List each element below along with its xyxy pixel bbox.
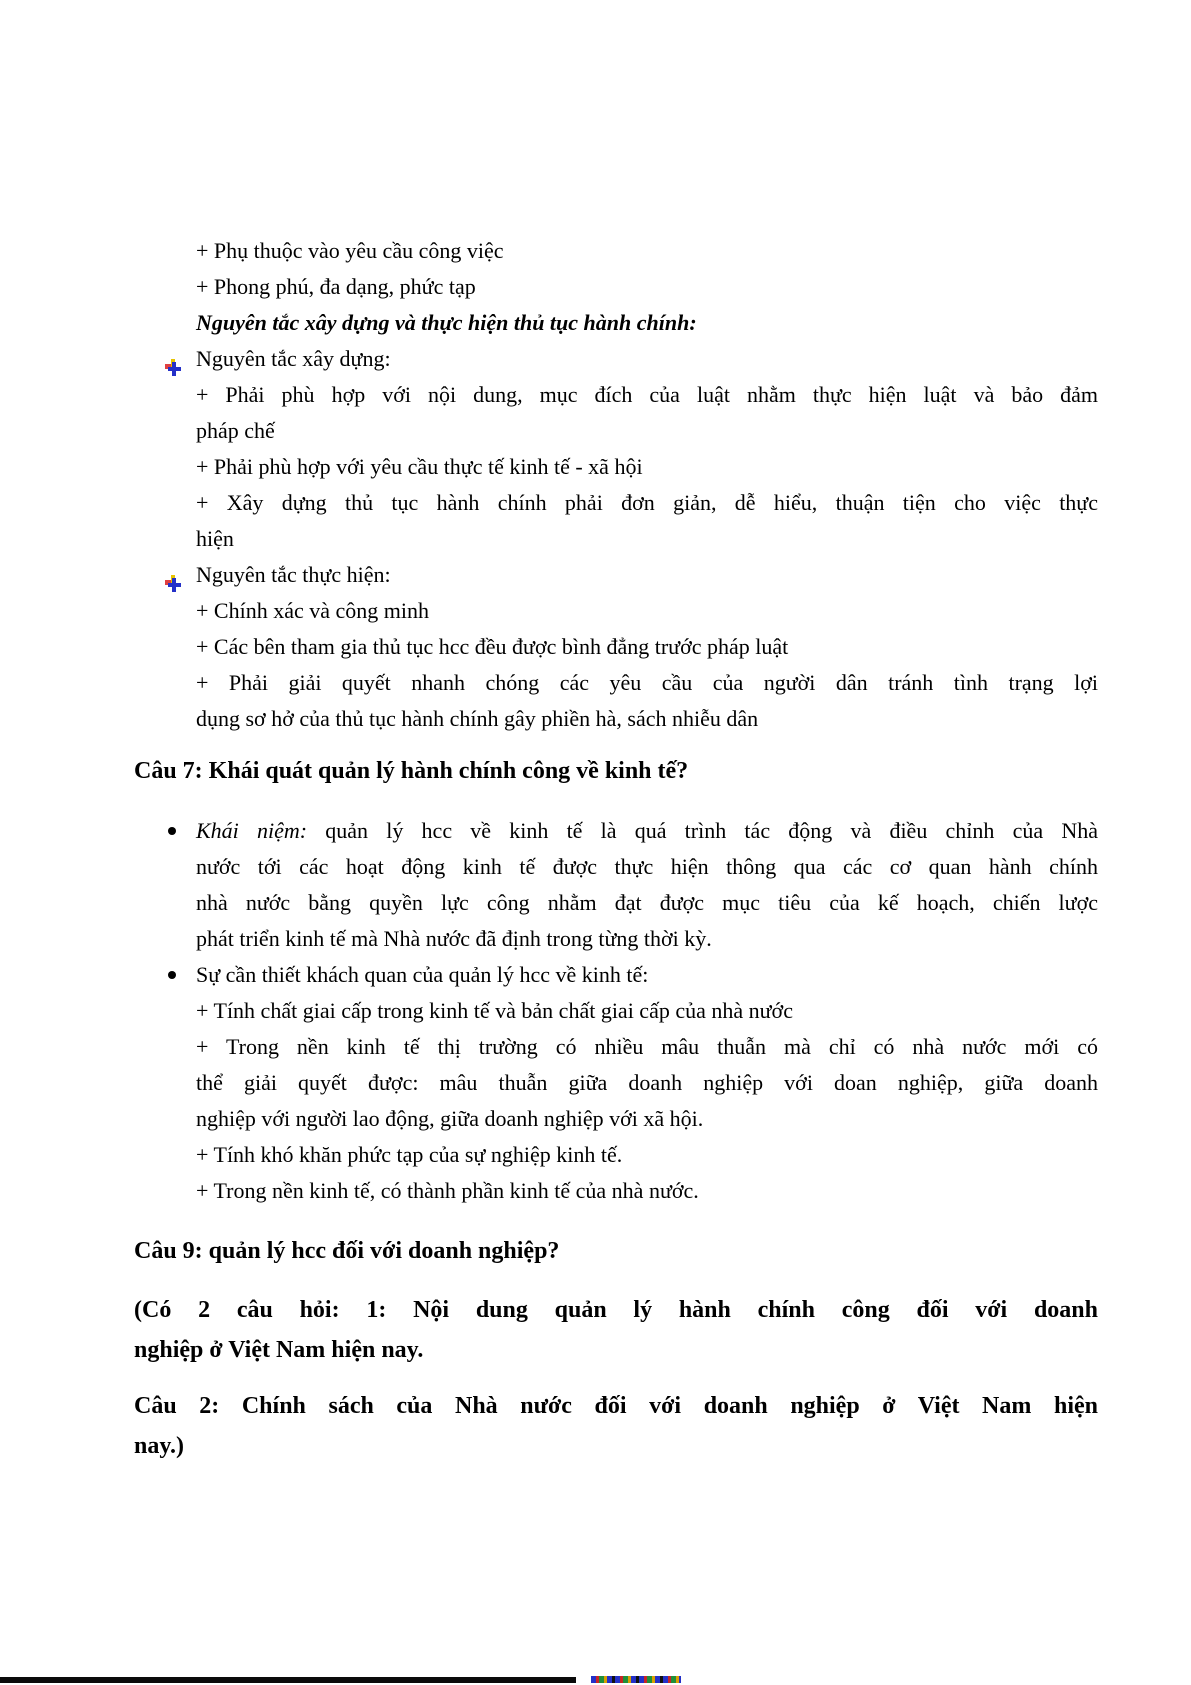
list-item xyxy=(196,341,1098,377)
arrow-bullet-icon xyxy=(165,567,182,584)
page-bottom-color-strip xyxy=(591,1676,681,1683)
text-line: nhà nước bằng quyền lực công nhằm đạt được mục tiêu của kế hoạch, chiến lược xyxy=(196,890,1098,915)
text-line: + Phụ thuộc vào yêu cầu công việc xyxy=(196,238,504,263)
text-line: nghiệp ở Việt Nam hiện nay. xyxy=(134,1337,424,1363)
cau7-section xyxy=(134,813,1098,1209)
page-bottom-border xyxy=(0,1677,576,1683)
text-line: nước tới các hoạt động kinh tế được thực hiện thông qua các cơ quan hành chính xyxy=(196,854,1098,879)
question-heading-cau9: Câu 9: quản lý hcc đối với doanh nghiệp? xyxy=(134,1238,560,1264)
list-item-label: Nguyên tắc xây dựng: xyxy=(196,346,391,371)
text-line: pháp chế xyxy=(196,418,275,443)
bullet-item xyxy=(196,813,1098,849)
text-line: + Phải phù hợp với nội dung, mục đích của luật nhằm thực hiện luật và bảo đảm xyxy=(196,382,1098,407)
subheading-line: Nguyên tắc xây dựng và thực hiện thủ tục hành chính: xyxy=(196,310,697,335)
text-line: (Có 2 câu hỏi: 1: Nội dung quản lý hành chính công đối với doanh xyxy=(134,1297,1098,1323)
bullet-item xyxy=(196,957,1098,993)
dot-bullet-icon xyxy=(168,827,176,835)
text-line: + Trong nền kinh tế, có thành phần kinh tế của nhà nước. xyxy=(196,1178,699,1203)
text-line: thể giải quyết được: mâu thuẫn giữa doanh nghiệp với doan nghiệp, giữa doanh xyxy=(196,1070,1098,1095)
bullet-item-label: Sự cần thiết khách quan của quản lý hcc về kinh tế: xyxy=(196,962,649,987)
cau2-paragraph xyxy=(134,1386,1098,1466)
list-item xyxy=(196,557,1098,593)
text-line: + Các bên tham gia thủ tục hcc đều được bình đẳng trước pháp luật xyxy=(196,634,789,659)
note-paragraph xyxy=(134,1290,1098,1370)
text-line: hiện xyxy=(196,526,234,551)
text-line: + Chính xác và công minh xyxy=(196,598,429,623)
text-line: nay.) xyxy=(134,1433,185,1459)
khai-niem-text: quản lý hcc về kinh tế là quá trình tác động và điều chỉnh của Nhà xyxy=(325,818,1098,843)
question-heading-cau7: Câu 7: Khái quát quản lý hành chính công về kinh tế? xyxy=(134,758,689,784)
khai-niem-label: Khái niệm: xyxy=(196,818,308,843)
text-line: + Phải phù hợp với yêu cầu thực tế kinh tế - xã hội xyxy=(196,454,643,479)
text-line: + Trong nền kinh tế thị trường có nhiều mâu thuẫn mà chỉ có nhà nước mới có xyxy=(196,1034,1098,1059)
text-line: phát triển kinh tế mà Nhà nước đã định trong từng thời kỳ. xyxy=(196,926,712,951)
text-line: dụng sơ hở của thủ tục hành chính gây phiền hà, sách nhiễu dân xyxy=(196,706,759,731)
text-line: + Phong phú, đa dạng, phức tạp xyxy=(196,274,476,299)
text-line: Câu 2: Chính sách của Nhà nước đối với doanh nghiệp ở Việt Nam hiện xyxy=(134,1393,1098,1419)
list-item-label: Nguyên tắc thực hiện: xyxy=(196,562,391,587)
text-line: nghiệp với người lao động, giữa doanh nghiệp với xã hội. xyxy=(196,1106,704,1131)
text-line: + Phải giải quyết nhanh chóng các yêu cầu của người dân tránh tình trạng lợi xyxy=(196,670,1098,695)
text-line: + Xây dựng thủ tục hành chính phải đơn giản, dễ hiểu, thuận tiện cho việc thực xyxy=(196,490,1098,515)
arrow-bullet-icon xyxy=(165,351,182,368)
dot-bullet-icon xyxy=(168,971,176,979)
text-line: + Tính khó khăn phức tạp của sự nghiệp kinh tế. xyxy=(196,1142,623,1167)
text-line: + Tính chất giai cấp trong kinh tế và bản chất giai cấp của nhà nước xyxy=(196,998,793,1023)
